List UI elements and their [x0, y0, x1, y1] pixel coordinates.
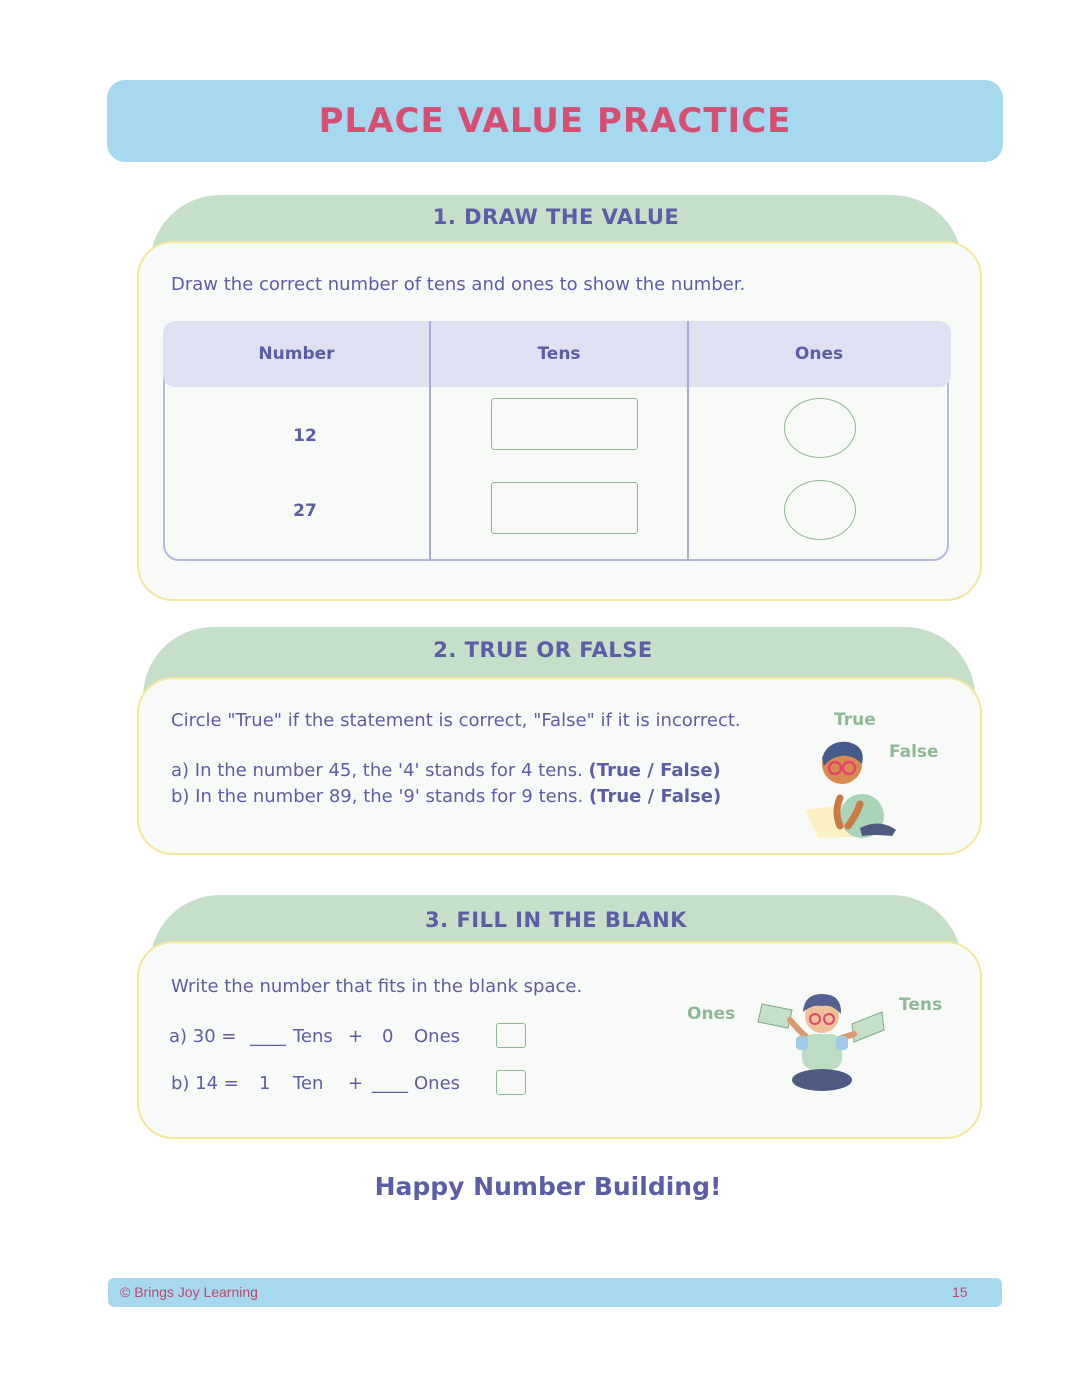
- row-a-blank[interactable]: ____: [250, 1026, 286, 1047]
- row-b-tens-value: 1: [259, 1073, 271, 1094]
- tens-drawing-box[interactable]: [491, 482, 638, 534]
- statement-b: [171, 786, 721, 807]
- ones-drawing-oval[interactable]: [784, 480, 856, 540]
- card-label-false: False: [889, 742, 939, 762]
- true-false-choice[interactable]: (True / False): [588, 760, 721, 781]
- row-b-plus: +: [348, 1073, 364, 1094]
- tens-drawing-box[interactable]: [491, 398, 638, 450]
- section1-instruction: Draw the correct number of tens and ones to show the number.: [171, 274, 746, 295]
- row-b-blank[interactable]: ____: [372, 1073, 408, 1094]
- row-b-label: b) 14 =: [171, 1073, 239, 1094]
- ones-drawing-oval[interactable]: [784, 398, 856, 458]
- title-banner: [107, 80, 1003, 162]
- row-b-answer-box[interactable]: [496, 1070, 526, 1095]
- sitting-child-illustration: [756, 990, 886, 1095]
- kneeling-child-illustration: [800, 738, 905, 840]
- row-number: 12: [293, 426, 317, 446]
- section2-instruction: Circle "True" if the statement is correct, "False" if it is incorrect.: [171, 710, 741, 731]
- section2-heading: 2. TRUE OR FALSE: [433, 638, 653, 662]
- row-a-ones-value: 0: [382, 1026, 394, 1047]
- statement-a: [171, 760, 721, 781]
- row-a-label: a) 30 =: [169, 1026, 237, 1047]
- column-header-tens: Tens: [537, 344, 581, 364]
- card-label-ones: Ones: [687, 1004, 736, 1024]
- column-header-number: Number: [258, 344, 335, 364]
- row-a-answer-box[interactable]: [496, 1023, 526, 1048]
- row-a-tens-word: Tens: [293, 1026, 333, 1047]
- section1-heading: 1. DRAW THE VALUE: [432, 205, 680, 229]
- card-label-true: True: [834, 710, 876, 730]
- closing-message: Happy Number Building!: [374, 1172, 722, 1201]
- card-label-tens: Tens: [899, 995, 943, 1015]
- statement-text: b) In the number 89, the '9' stands for 9 tens.: [171, 786, 584, 807]
- page-title: PLACE VALUE PRACTICE: [318, 101, 792, 141]
- section3-heading: 3. FILL IN THE BLANK: [425, 908, 687, 932]
- true-false-choice[interactable]: (True / False): [588, 786, 722, 807]
- row-b-ones-word: Ones: [414, 1073, 461, 1094]
- row-a-plus: +: [348, 1026, 364, 1047]
- page-number: 15: [952, 1284, 968, 1300]
- section3-instruction: Write the number that fits in the blank space.: [171, 976, 583, 997]
- column-header-ones: Ones: [794, 344, 844, 364]
- row-b-tens-word: Ten: [293, 1073, 324, 1094]
- row-number: 27: [293, 501, 317, 521]
- statement-text: a) In the number 45, the '4' stands for 4 tens.: [171, 760, 583, 781]
- row-a-ones-word: Ones: [414, 1026, 461, 1047]
- footer-copyright: © Brings Joy Learning: [120, 1284, 258, 1300]
